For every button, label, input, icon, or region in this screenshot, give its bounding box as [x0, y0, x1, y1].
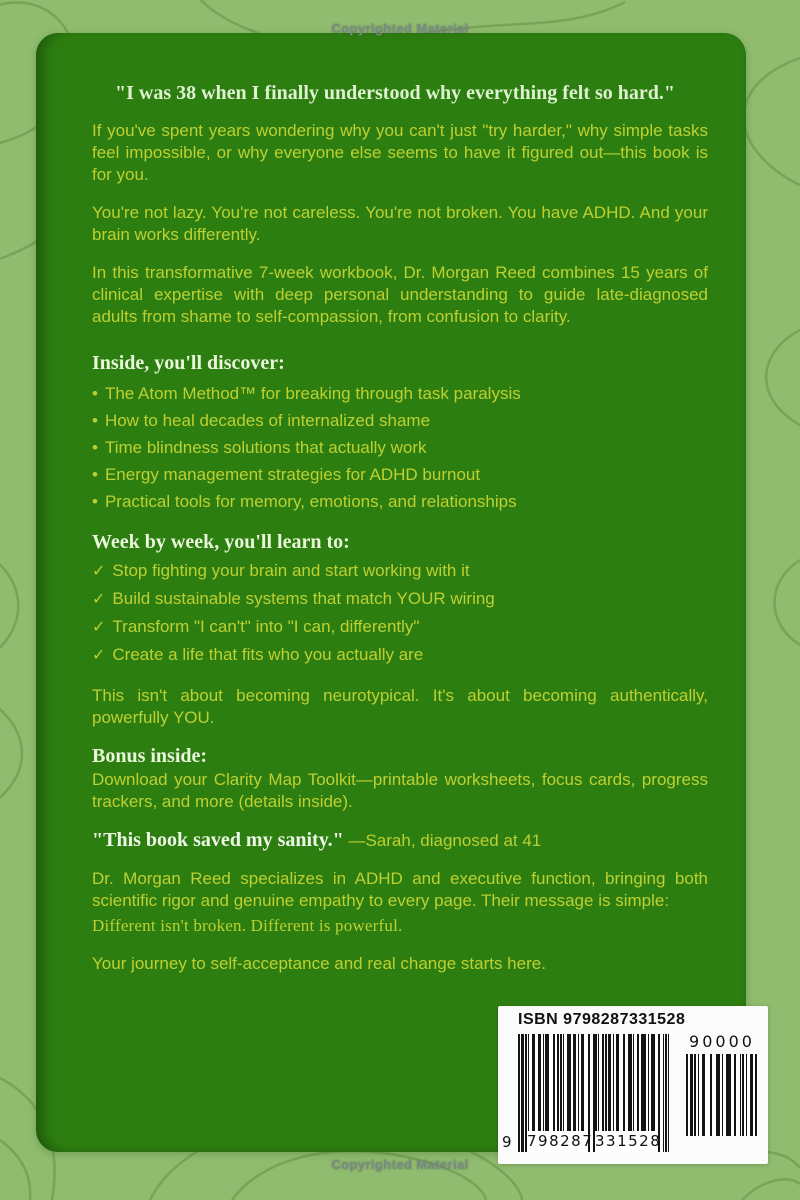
discover-list — [92, 380, 708, 515]
list-item — [92, 557, 708, 585]
list-item — [92, 434, 708, 461]
list-item-label: Build sustainable systems that match YOUR wiring — [112, 589, 495, 608]
list-item — [92, 585, 708, 613]
barcode-panel — [498, 1006, 768, 1164]
list-item — [92, 613, 708, 641]
ean-barcode-icon — [502, 1034, 670, 1152]
barcode-digit-group2: 331528 — [595, 1132, 662, 1150]
bullet-icon: • — [92, 465, 98, 484]
list-item — [92, 380, 708, 407]
copyrighted-material-top: Copyrighted Material — [331, 21, 469, 36]
learn-heading: Week by week, you'll learn to: — [92, 531, 350, 553]
bonus-paragraph: Download your Clarity Map Toolkit—printable worksheets, focus cards, progress trackers, and more (details inside). — [92, 770, 708, 811]
price-code: 90000 — [689, 1032, 755, 1051]
checkmark-icon: ✓ — [92, 619, 106, 636]
workbook-paragraph: In this transformative 7-week workbook, Dr. Morgan Reed combines 15 years of clinical expertise with deep personal understanding to guide late-diagnosed adults from shame to self-compassion, from confusion to clarity. — [92, 263, 708, 326]
bonus-heading: Bonus inside: — [92, 745, 208, 767]
bullet-icon: • — [92, 492, 98, 511]
intro-paragraph: If you've spent years wondering why you can't just "try harder," why simple tasks feel impossible, or why everyone else seems to have it figured out—this book is for you. — [92, 121, 708, 184]
book-back-cover — [36, 33, 746, 1152]
list-item — [92, 488, 708, 515]
list-item — [92, 461, 708, 488]
barcode-digit-group1: 798287 — [527, 1132, 594, 1150]
list-item — [92, 641, 708, 669]
discover-heading: Inside, you'll discover: — [92, 352, 285, 374]
price-addon — [686, 1032, 758, 1136]
checkmark-icon: ✓ — [92, 591, 106, 608]
list-item-label: Transform "I can't" into "I can, differently" — [112, 617, 420, 636]
checkmark-icon: ✓ — [92, 563, 106, 580]
testimonial-quote: "This book saved my sanity." — [92, 829, 344, 851]
bullet-icon: • — [92, 384, 98, 403]
testimonial — [92, 829, 708, 852]
copyrighted-material-bottom: Copyrighted Material — [331, 1157, 469, 1172]
list-item-label: Create a life that fits who you actually are — [112, 645, 424, 664]
list-item — [92, 407, 708, 434]
bullet-icon: • — [92, 438, 98, 457]
list-item-label: How to heal decades of internalized shame — [104, 411, 431, 430]
testimonial-attribution: —Sarah, diagnosed at 41 — [348, 831, 542, 850]
learn-list — [92, 557, 708, 669]
reassurance-paragraph: You're not lazy. You're not careless. You're not broken. You have ADHD. And your brain works differently. — [92, 203, 708, 244]
bullet-icon: • — [92, 411, 98, 430]
barcode-digit-lead: 9 — [502, 1133, 512, 1151]
addon-barcode-icon — [686, 1054, 758, 1136]
author-tagline: Different isn't broken. Different is powerful. — [92, 916, 403, 935]
isbn-label: ISBN 9798287331528 — [518, 1011, 686, 1028]
list-item-label: Time blindness solutions that actually work — [104, 438, 427, 457]
list-item-label: The Atom Method™ for breaking through task paralysis — [104, 384, 521, 403]
barcode-digits — [502, 1130, 670, 1152]
list-item-label: Stop fighting your brain and start working with it — [112, 561, 470, 580]
list-item-label: Energy management strategies for ADHD burnout — [104, 465, 481, 484]
list-item-label: Practical tools for memory, emotions, and relationships — [104, 492, 517, 511]
neurotypical-paragraph: This isn't about becoming neurotypical. It's about becoming authentically, powerfully YOU. — [92, 686, 708, 727]
checkmark-icon: ✓ — [92, 647, 106, 664]
headline-quote: "I was 38 when I finally understood why everything felt so hard." — [114, 82, 676, 104]
closing-line: Your journey to self-acceptance and real change starts here. — [92, 954, 546, 973]
author-bio: Dr. Morgan Reed specializes in ADHD and executive function, bringing both scientific rigor and genuine empathy to every page. Their message is simple: — [92, 869, 708, 910]
